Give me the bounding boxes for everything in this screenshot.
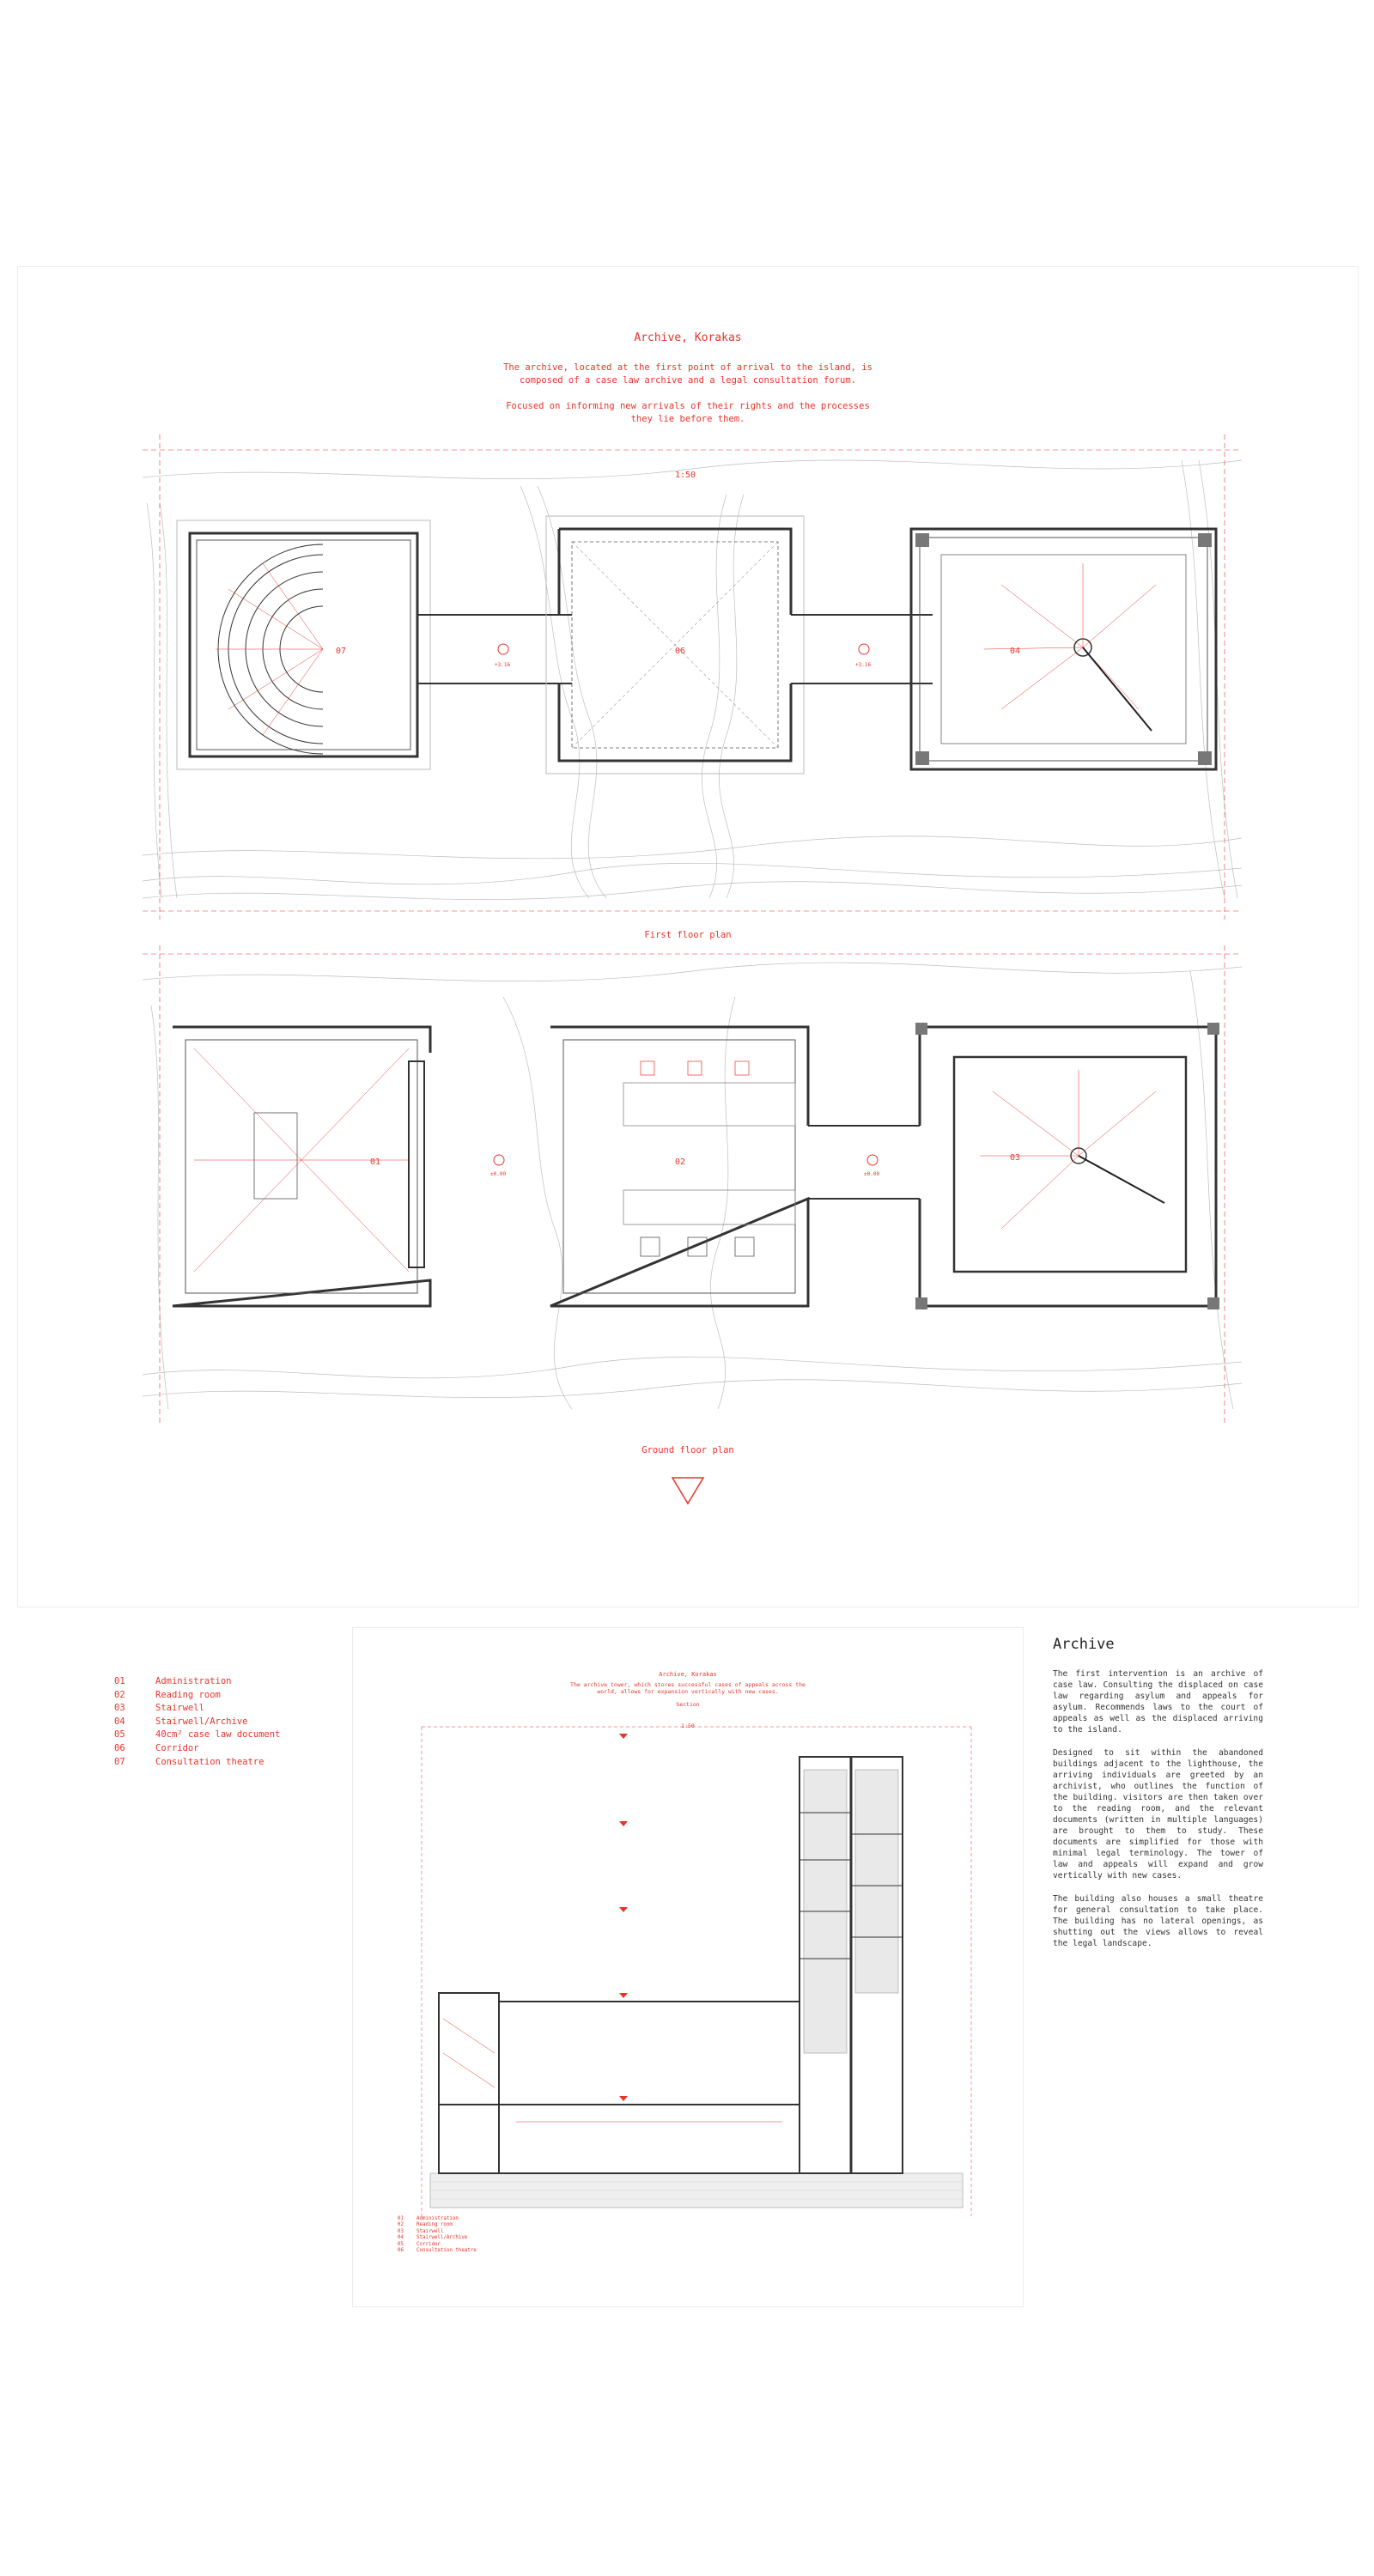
room-07-theatre — [177, 520, 430, 769]
svg-text:+3.16: +3.16 — [495, 662, 511, 668]
first-floor-plan — [143, 434, 1242, 920]
section-drawing — [387, 1710, 1006, 2216]
room-01-label: 01 — [370, 1157, 381, 1167]
room-04-stairwell-archive — [911, 529, 1216, 769]
north-arrow-icon — [671, 1476, 705, 1505]
legend-item: 03 Stairwell — [398, 2228, 444, 2234]
archive-description — [1053, 1636, 1263, 1961]
legend-item: 02 Reading room — [398, 2222, 453, 2228]
legend-item: 05 Corridor — [398, 2241, 441, 2247]
contour-lines — [143, 460, 1242, 900]
section-scale: 1:50 — [681, 1722, 695, 1729]
svg-text:±0.00: ±0.00 — [490, 1171, 507, 1177]
room-03-stairwell — [915, 1023, 1219, 1309]
room-04-label: 04 — [1010, 647, 1021, 656]
plan-legend — [114, 1675, 280, 1769]
room-03-label: 03 — [1010, 1153, 1021, 1163]
section-subtitle: Section — [676, 1701, 700, 1708]
theatre-section — [439, 1993, 499, 2173]
corridor-ground — [808, 1126, 920, 1199]
sheet-intro: The archive, located at the first point of arrival to the island, is composed of a case law archive and a legal consultation forum. Focused on informing new arrivals of their rights and the processes they lie before them. — [503, 362, 872, 424]
room-02-reading-room — [550, 1027, 808, 1306]
legend-item: 01 Administration — [114, 1676, 232, 1686]
level-mark — [494, 1155, 504, 1165]
room-01-administration — [173, 1027, 430, 1306]
dashed-frame — [143, 434, 1242, 920]
level-mark — [859, 644, 869, 654]
legend-item: 05 40cm² case law document — [114, 1729, 281, 1741]
section-sheet — [352, 1627, 1024, 2307]
first-floor-caption: First floor plan — [644, 930, 732, 940]
description-paragraph: The first intervention is an archive of case law. Consulting the displaced on case law regarding asylum and appeals for asylum. Recommends laws to the court of appeals as well as the displaced arriving to the island. — [1053, 1669, 1263, 1735]
section-legend — [398, 2216, 477, 2254]
legend-item: 04 Stairwell/Archive — [398, 2235, 468, 2241]
legend-item: 04 Stairwell/Archive — [114, 1716, 248, 1727]
legend-item: 03 Stairwell — [114, 1703, 204, 1714]
room-06-label: 06 — [675, 647, 686, 656]
section-sheet-title: Archive, Korakas — [659, 1671, 717, 1678]
archive-tower — [799, 1757, 903, 2173]
svg-text:+3.16: +3.16 — [855, 662, 872, 668]
legend-item: 02 Reading room — [114, 1689, 221, 1700]
corridor-left — [417, 615, 572, 683]
contour-lines — [143, 963, 1242, 1409]
section-sheet-intro: The archive tower, which stores successful cases of appeals across the world, allows for expansion vertically with new cases. — [570, 1681, 806, 1695]
ground-floor-caption: Ground floor plan — [641, 1445, 734, 1455]
legend-item: 07 Consultation theatre — [114, 1756, 264, 1767]
sheet-title: Archive, Korakas — [634, 331, 742, 344]
legend-item: 01 Administration — [398, 2216, 459, 2221]
description-heading: Archive — [1053, 1636, 1115, 1653]
room-07-label: 07 — [336, 647, 347, 656]
description-paragraph: Designed to sit within the abandoned buildings adjacent to the lighthouse, the arriving individuals are greeted by an archivist, who outlines the function of the building. visitors are then taken over to the reading room, and the relevant documents (written in multiple languages) are brought to them to study. These documents are simplified for those with minimal legal terminology. The tower of law and appeals will expand and grow vertically with new cases. — [1053, 1748, 1263, 1880]
level-mark — [498, 644, 508, 654]
description-paragraph: The building also houses a small theatre for general consultation to take place. The building has no lateral openings, as shutting out the views allows to reveal the legal landscape. — [1053, 1894, 1263, 1948]
legend-item: 06 Corridor — [114, 1742, 199, 1753]
room-06-corridor — [546, 516, 804, 774]
legend-item: 06 Consultation theatre — [398, 2248, 477, 2254]
scale-label: 1:50 — [675, 471, 696, 480]
svg-text:±0.00: ±0.00 — [864, 1171, 880, 1177]
room-02-label: 02 — [675, 1157, 686, 1167]
ground-floor-plan — [143, 945, 1242, 1426]
reading-room-section — [499, 2002, 799, 2173]
level-mark — [867, 1155, 878, 1165]
dashed-frame — [143, 945, 1242, 1426]
